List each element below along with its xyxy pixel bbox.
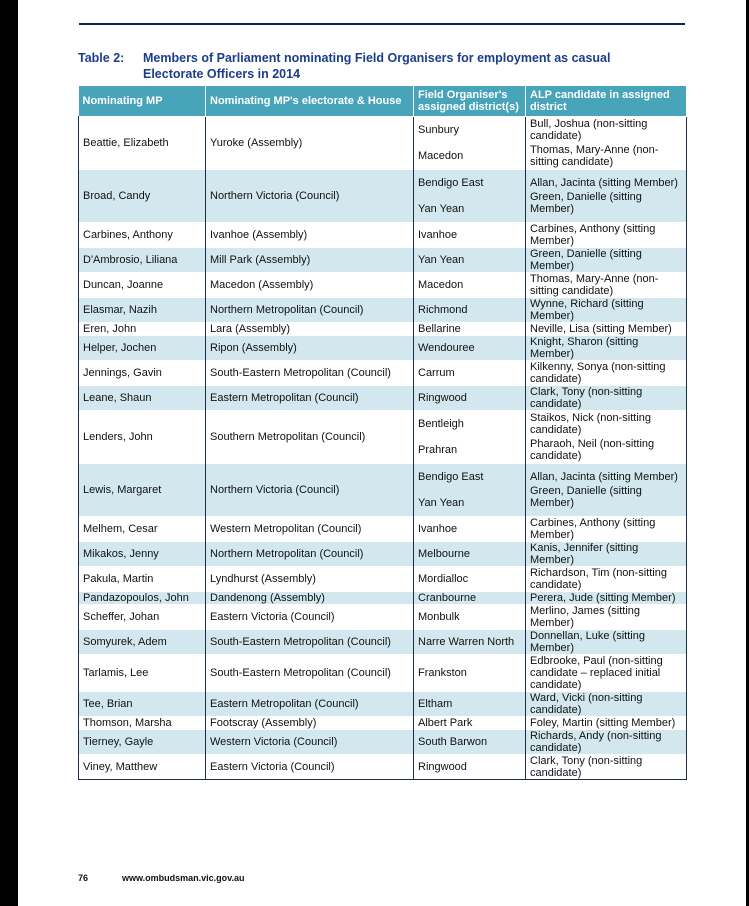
candidate-entry: Ward, Vicki (non-sitting candidate) (530, 692, 643, 716)
cell-nominating-mp: Jennings, Gavin (79, 361, 206, 386)
cell-nominating-mp: Melhem, Cesar (79, 517, 206, 542)
table-row (79, 517, 687, 542)
district-name: Bendigo East (418, 471, 484, 483)
cell-electorate: Lara (Assembly) (206, 323, 414, 336)
table-row (79, 223, 687, 248)
table-row (79, 630, 687, 655)
candidate-entry: Foley, Martin (sitting Member) (530, 717, 676, 729)
cell-nominating-mp: Duncan, Joanne (79, 273, 206, 298)
header-alp-candidate: ALP candidate in assigned district (526, 86, 687, 117)
table-row (79, 273, 687, 298)
district-name: Monbulk (418, 611, 460, 623)
cell-alp-candidate (526, 298, 687, 323)
candidate-entry: Neville, Lisa (sitting Member) (530, 323, 672, 335)
cell-nominating-mp: Pandazopoulos, John (79, 592, 206, 605)
header-nominating-mp: Nominating MP (79, 86, 206, 117)
table-row (79, 336, 687, 361)
cell-nominating-mp: Thomson, Marsha (79, 717, 206, 730)
caption-text: Members of Parliament nominating Field Organisers for employment as casual Electorate Officers in 2014 (143, 51, 611, 81)
cell-electorate: South-Eastern Metropolitan (Council) (206, 361, 414, 386)
cell-nominating-mp: Lenders, John (79, 411, 206, 464)
cell-nominating-mp: Helper, Jochen (79, 336, 206, 361)
cell-electorate: Yuroke (Assembly) (206, 117, 414, 170)
candidate-entry: Green, Danielle (sitting Member) (530, 191, 642, 215)
cell-electorate: Footscray (Assembly) (206, 717, 414, 730)
candidate-entry: Edbrooke, Paul (non-sitting candidate – replaced initial candidate) (530, 655, 663, 691)
cell-assigned-districts (414, 464, 526, 517)
district-name: Cranbourne (418, 592, 477, 604)
cell-assigned-districts (414, 336, 526, 361)
district-name: Eltham (418, 698, 453, 710)
cell-alp-candidate (526, 655, 687, 692)
cell-alp-candidate (526, 730, 687, 755)
candidate-entry: Donnellan, Luke (sitting Member) (530, 630, 645, 654)
candidate-entry: Richardson, Tim (non-sitting candidate) (530, 567, 667, 591)
cell-assigned-districts (414, 411, 526, 464)
table-row (79, 323, 687, 336)
cell-nominating-mp: Tierney, Gayle (79, 730, 206, 755)
candidate-entry: Clark, Tony (non-sitting candidate) (530, 755, 643, 779)
cell-alp-candidate (526, 755, 687, 780)
cell-assigned-districts (414, 655, 526, 692)
cell-alp-candidate (526, 592, 687, 605)
district-name: Bellarine (418, 323, 461, 335)
district-name: Ringwood (418, 392, 467, 404)
cell-alp-candidate (526, 117, 687, 170)
cell-electorate: Northern Victoria (Council) (206, 464, 414, 517)
cell-nominating-mp: Somyurek, Adem (79, 630, 206, 655)
candidate-entry: Thomas, Mary-Anne (non-sitting candidate) (530, 273, 659, 297)
cell-assigned-districts (414, 298, 526, 323)
cell-assigned-districts (414, 730, 526, 755)
table-row (79, 655, 687, 692)
district-name: Wendouree (418, 342, 475, 354)
cell-nominating-mp: Tarlamis, Lee (79, 655, 206, 692)
table-row (79, 592, 687, 605)
cell-alp-candidate (526, 567, 687, 592)
district-name: Mordialloc (418, 573, 469, 585)
caption-label: Table 2: (78, 51, 125, 65)
cell-assigned-districts (414, 630, 526, 655)
district-name: Ivanhoe (418, 523, 458, 535)
candidate-entry: Wynne, Richard (sitting Member) (530, 298, 644, 322)
mp-nominations-table (78, 86, 687, 780)
cell-alp-candidate (526, 411, 687, 464)
table-body (79, 117, 687, 780)
cell-electorate: Southern Metropolitan (Council) (206, 411, 414, 464)
cell-electorate: Northern Metropolitan (Council) (206, 542, 414, 567)
cell-alp-candidate (526, 170, 687, 223)
cell-electorate: Ivanhoe (Assembly) (206, 223, 414, 248)
candidate-entry: Thomas, Mary-Anne (non-sitting candidate) (530, 144, 659, 168)
cell-electorate: Eastern Metropolitan (Council) (206, 386, 414, 411)
cell-nominating-mp: Broad, Candy (79, 170, 206, 223)
table-row (79, 755, 687, 780)
table-row (79, 605, 687, 630)
cell-assigned-districts (414, 542, 526, 567)
candidate-entry: Green, Danielle (sitting Member) (530, 485, 642, 509)
candidate-entry: Kanis, Jennifer (sitting Member) (530, 542, 639, 566)
cell-nominating-mp: Eren, John (79, 323, 206, 336)
candidate-entry: Green, Danielle (sitting Member) (530, 248, 642, 272)
district-name: Frankston (418, 667, 467, 679)
cell-alp-candidate (526, 386, 687, 411)
cell-electorate: Eastern Victoria (Council) (206, 755, 414, 780)
cell-alp-candidate (526, 248, 687, 273)
candidate-entry: Pharaoh, Neil (non-sitting candidate) (530, 438, 655, 462)
district-name: Sunbury (418, 124, 459, 136)
cell-electorate: Eastern Victoria (Council) (206, 605, 414, 630)
table-row (79, 730, 687, 755)
top-rule (79, 23, 685, 25)
cell-alp-candidate (526, 630, 687, 655)
cell-electorate: South-Eastern Metropolitan (Council) (206, 655, 414, 692)
footer-url: www.ombudsman.vic.gov.au (122, 873, 245, 883)
cell-electorate: Ripon (Assembly) (206, 336, 414, 361)
district-name: Narre Warren North (418, 636, 515, 648)
cell-assigned-districts (414, 361, 526, 386)
cell-assigned-districts (414, 605, 526, 630)
cell-electorate: Macedon (Assembly) (206, 273, 414, 298)
district-name: Macedon (418, 150, 464, 162)
cell-alp-candidate (526, 717, 687, 730)
candidate-entry: Carbines, Anthony (sitting Member) (530, 223, 656, 247)
candidate-entry: Bull, Joshua (non-sitting candidate) (530, 118, 648, 142)
candidate-entry: Clark, Tony (non-sitting candidate) (530, 386, 643, 410)
cell-alp-candidate (526, 361, 687, 386)
candidate-entry: Carbines, Anthony (sitting Member) (530, 517, 656, 541)
district-name: Richmond (418, 304, 468, 316)
cell-alp-candidate (526, 336, 687, 361)
cell-alp-candidate (526, 517, 687, 542)
cell-electorate: Eastern Metropolitan (Council) (206, 692, 414, 717)
district-name: Bentleigh (418, 418, 464, 430)
table-row (79, 170, 687, 223)
cell-electorate: Western Metropolitan (Council) (206, 517, 414, 542)
cell-electorate: Dandenong (Assembly) (206, 592, 414, 605)
cell-electorate: Western Victoria (Council) (206, 730, 414, 755)
cell-nominating-mp: Viney, Matthew (79, 755, 206, 780)
district-name: Ivanhoe (418, 229, 458, 241)
cell-alp-candidate (526, 464, 687, 517)
cell-assigned-districts (414, 717, 526, 730)
candidate-entry: Kilkenny, Sonya (non-sitting candidate) (530, 361, 666, 385)
table-row (79, 692, 687, 717)
cell-assigned-districts (414, 692, 526, 717)
cell-electorate: Mill Park (Assembly) (206, 248, 414, 273)
cell-assigned-districts (414, 170, 526, 223)
cell-assigned-districts (414, 273, 526, 298)
cell-alp-candidate (526, 605, 687, 630)
cell-nominating-mp: Mikakos, Jenny (79, 542, 206, 567)
table-row (79, 464, 687, 517)
table-row (79, 117, 687, 170)
table-header-row (79, 86, 687, 117)
table-row (79, 386, 687, 411)
district-name: Yan Yean (418, 254, 465, 266)
cell-electorate: Lyndhurst (Assembly) (206, 567, 414, 592)
cell-assigned-districts (414, 592, 526, 605)
table-row (79, 411, 687, 464)
cell-alp-candidate (526, 273, 687, 298)
table-row (79, 248, 687, 273)
cell-alp-candidate (526, 542, 687, 567)
district-name: Melbourne (418, 548, 470, 560)
candidate-entry: Staikos, Nick (non-sitting candidate) (530, 412, 652, 436)
district-name: Bendigo East (418, 177, 484, 189)
cell-nominating-mp: Beattie, Elizabeth (79, 117, 206, 170)
candidate-entry: Allan, Jacinta (sitting Member) (530, 177, 678, 189)
cell-assigned-districts (414, 386, 526, 411)
cell-electorate: Northern Victoria (Council) (206, 170, 414, 223)
district-name: Yan Yean (418, 497, 465, 509)
table-row (79, 717, 687, 730)
table-row (79, 298, 687, 323)
cell-nominating-mp: D'Ambrosio, Liliana (79, 248, 206, 273)
cell-alp-candidate (526, 692, 687, 717)
page-number: 76 (78, 873, 89, 883)
cell-nominating-mp: Pakula, Martin (79, 567, 206, 592)
district-name: Yan Yean (418, 203, 465, 215)
district-name: Albert Park (418, 717, 473, 729)
header-assigned-districts: Field Organiser's assigned district(s) (414, 86, 526, 117)
cell-assigned-districts (414, 117, 526, 170)
district-name: Macedon (418, 279, 464, 291)
cell-assigned-districts (414, 517, 526, 542)
candidate-entry: Richards, Andy (non-sitting candidate) (530, 730, 662, 754)
district-name: Carrum (418, 367, 455, 379)
district-name: Ringwood (418, 761, 467, 773)
cell-nominating-mp: Carbines, Anthony (79, 223, 206, 248)
cell-electorate: South-Eastern Metropolitan (Council) (206, 630, 414, 655)
cell-assigned-districts (414, 755, 526, 780)
district-name: South Barwon (418, 736, 488, 748)
cell-nominating-mp: Tee, Brian (79, 692, 206, 717)
cell-alp-candidate (526, 323, 687, 336)
cell-nominating-mp: Elasmar, Nazih (79, 298, 206, 323)
document-page (18, 0, 746, 906)
cell-alp-candidate (526, 223, 687, 248)
table-row (79, 361, 687, 386)
table-row (79, 567, 687, 592)
candidate-entry: Allan, Jacinta (sitting Member) (530, 471, 678, 483)
candidate-entry: Merlino, James (sitting Member) (530, 605, 641, 629)
candidate-entry: Knight, Sharon (sitting Member) (530, 336, 639, 360)
header-electorate: Nominating MP's electorate & House (206, 86, 414, 117)
cell-electorate: Northern Metropolitan (Council) (206, 298, 414, 323)
cell-assigned-districts (414, 567, 526, 592)
cell-nominating-mp: Leane, Shaun (79, 386, 206, 411)
cell-assigned-districts (414, 223, 526, 248)
cell-nominating-mp: Lewis, Margaret (79, 464, 206, 517)
candidate-entry: Perera, Jude (sitting Member) (530, 592, 676, 604)
cell-assigned-districts (414, 323, 526, 336)
district-name: Prahran (418, 444, 458, 456)
cell-nominating-mp: Scheffer, Johan (79, 605, 206, 630)
cell-assigned-districts (414, 248, 526, 273)
table-row (79, 542, 687, 567)
